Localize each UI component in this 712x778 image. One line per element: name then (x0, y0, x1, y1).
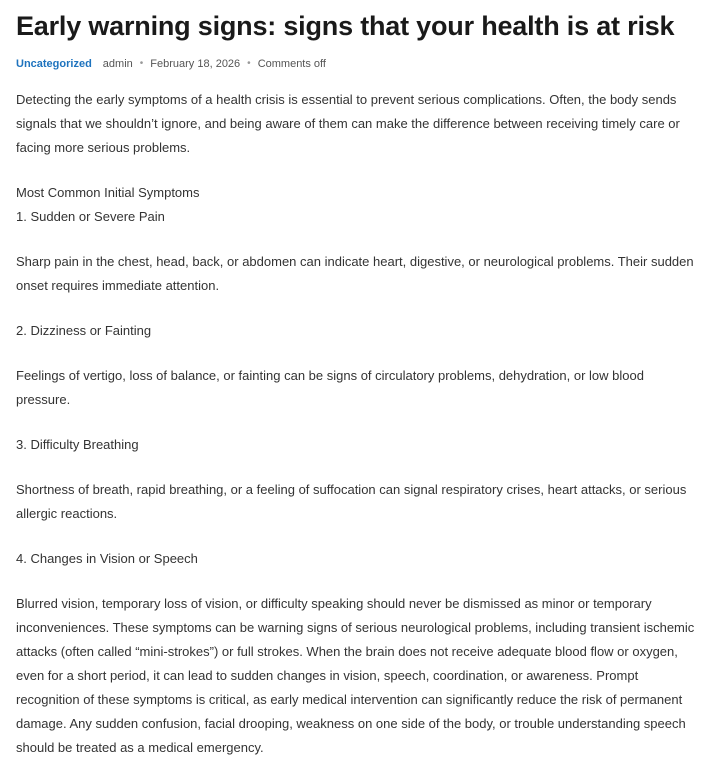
post-meta (16, 56, 698, 72)
symptom-text: Sharp pain in the chest, head, back, or abdomen can indicate heart, digestive, or neurological problems. Their sudden onset requires immediate attention. (16, 254, 694, 293)
meta-separator: • (247, 58, 251, 69)
symptom-heading: 2. Dizziness or Fainting (16, 323, 152, 338)
comments-status: Comments off (257, 58, 326, 70)
article-title: Early warning signs: signs that your health is at risk (16, 11, 675, 41)
symptom-heading: 3. Difficulty Breathing (16, 437, 139, 452)
meta-separator: • (139, 58, 144, 69)
symptom-heading: 4. Changes in Vision or Speech (16, 551, 198, 566)
symptom-text: Feelings of vertigo, loss of balance, or fainting can be signs of circulatory problems, dehydration, or low blood pressure. (16, 368, 644, 407)
post-date: February 18, 2026 (150, 58, 241, 70)
article-content (16, 88, 698, 760)
section-heading: Most Common Initial Symptoms (16, 185, 200, 200)
intro-paragraph: Detecting the early symptoms of a health crisis is essential to prevent serious complications. Often, the body sends signals that we shouldn’t ignore, and being aware of them can make the difference between receiving timely care or facing more serious problems. (16, 92, 680, 155)
category-link[interactable]: Uncategorized (16, 58, 92, 70)
symptom-text: Shortness of breath, rapid breathing, or a feeling of suffocation can signal respiratory crises, heart attacks, or serious allergic reactions. (16, 482, 687, 521)
symptom-text: Blurred vision, temporary loss of vision, or difficulty speaking should never be dismissed as minor or temporary inconveniences. These symptoms can be warning signs of serious neurological problems, including transient ischemic attacks (often called “mini-strokes”) or full strokes. When the brain does not receive adequate blood flow or oxygen, even for a short period, it can lead to sudden changes in vision, speech, coordination, or awareness. Prompt recognition of these symptoms is critical, as early medical intervention can significantly reduce the risk of permanent damage. Any sudden confusion, facial drooping, weakness on one side of the body, or trouble understanding speech should be treated as a medical emergency. (16, 596, 695, 755)
post-author[interactable]: admin (102, 58, 133, 70)
symptom-heading: 1. Sudden or Severe Pain (16, 209, 165, 224)
